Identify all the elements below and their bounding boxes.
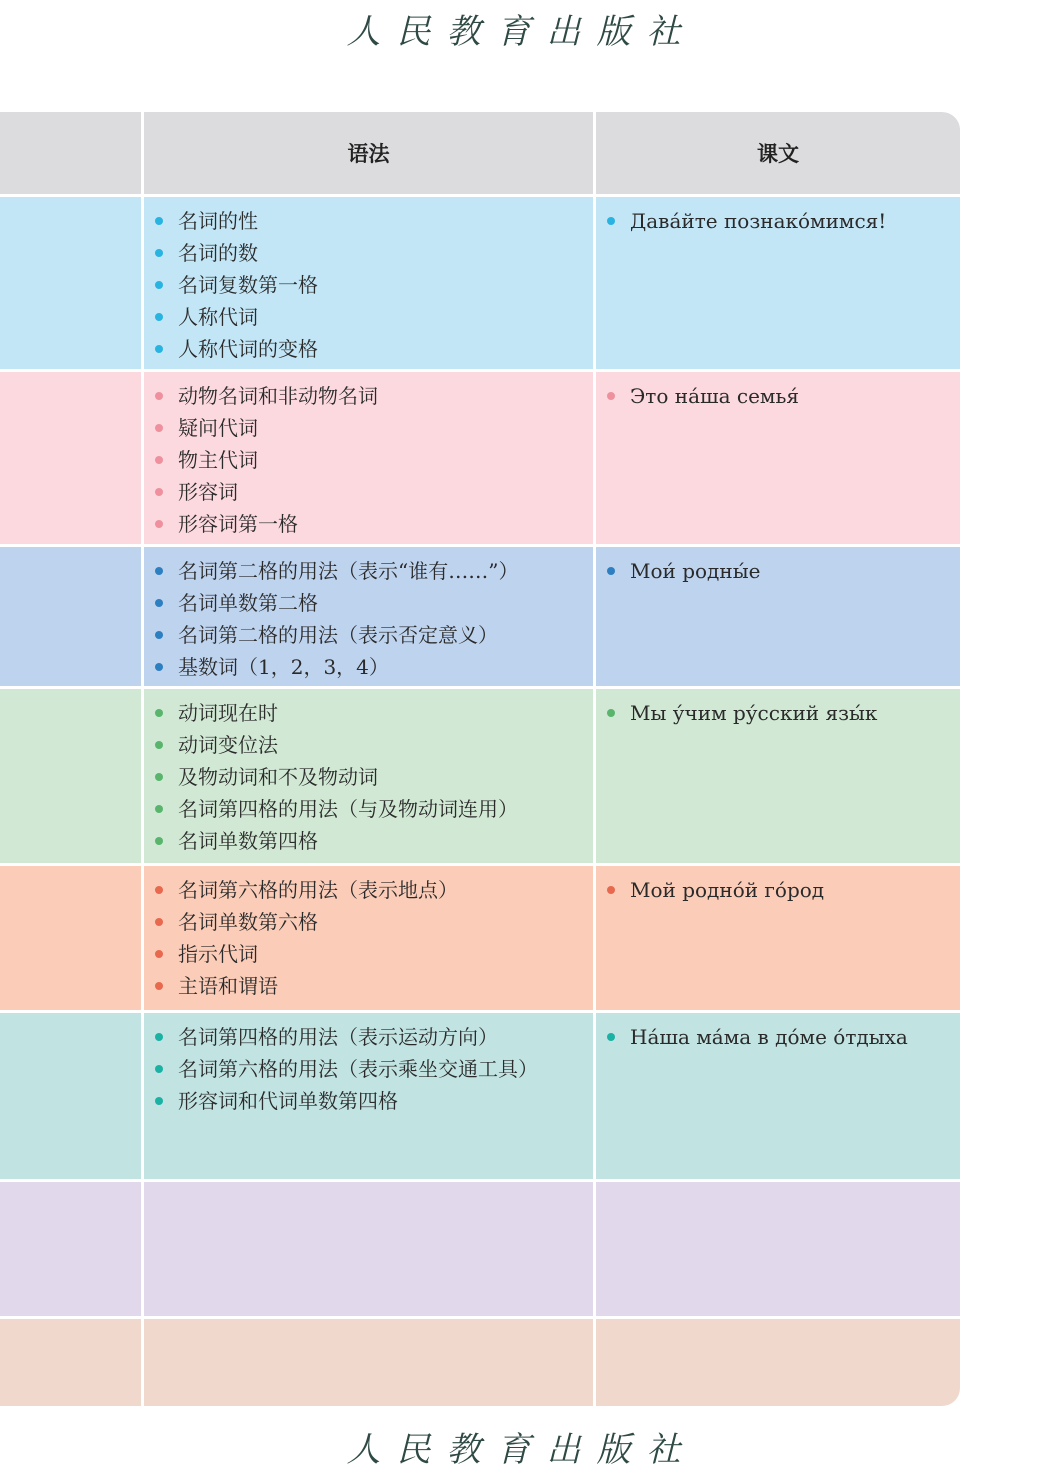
grammar-item-label: 名词第二格的用法（表示“谁有……”） — [178, 559, 519, 583]
text-item-label: На́ша ма́ма в до́ме о́тдыха — [630, 1025, 908, 1049]
bullet-icon — [155, 599, 163, 607]
grammar-item — [154, 587, 518, 619]
grammar-item-label: 动物名词和非动物名词 — [178, 384, 378, 408]
table-header-row — [0, 112, 960, 194]
bullet-icon — [155, 805, 163, 813]
text-cell — [596, 1319, 960, 1406]
header-cell-text — [596, 112, 960, 194]
grammar-item-label: 名词第四格的用法（表示运动方向） — [178, 1025, 498, 1049]
text-list — [606, 1021, 908, 1053]
bullet-icon — [155, 281, 163, 289]
bullet-icon — [155, 520, 163, 528]
bullet-icon — [155, 837, 163, 845]
grammar-item — [154, 697, 518, 729]
text-list — [606, 874, 824, 906]
table-row — [0, 197, 960, 369]
text-cell — [596, 1013, 960, 1179]
grammar-item — [154, 793, 518, 825]
bullet-icon — [155, 567, 163, 575]
table-row — [0, 689, 960, 863]
table-row — [0, 1013, 960, 1179]
grammar-item-label: 名词单数第二格 — [178, 591, 318, 615]
text-list — [606, 697, 877, 729]
unit-cell — [0, 197, 141, 369]
grammar-item-label: 人称代词的变格 — [178, 337, 318, 361]
contents-table — [0, 112, 960, 1406]
grammar-list — [154, 697, 518, 857]
grammar-item — [154, 1021, 538, 1053]
bullet-icon — [607, 886, 615, 894]
table-row — [0, 1182, 960, 1316]
unit-cell — [0, 1319, 141, 1406]
grammar-item — [154, 237, 318, 269]
unit-cell — [0, 372, 141, 544]
text-cell — [596, 866, 960, 1010]
bullet-icon — [155, 950, 163, 958]
text-item-label: Мои́ родны́е — [630, 559, 761, 583]
bullet-icon — [155, 631, 163, 639]
bullet-icon — [155, 456, 163, 464]
grammar-item-label: 名词的数 — [178, 241, 258, 265]
bullet-icon — [607, 392, 615, 400]
unit-cell — [0, 1182, 141, 1316]
bullet-icon — [155, 982, 163, 990]
unit-cell — [0, 866, 141, 1010]
bullet-icon — [155, 345, 163, 353]
grammar-item-label: 基数词（1，2，3，4） — [178, 655, 389, 679]
bullet-icon — [155, 424, 163, 432]
grammar-item — [154, 938, 458, 970]
grammar-cell — [144, 547, 593, 686]
grammar-item — [154, 333, 318, 365]
grammar-item-label: 名词单数第四格 — [178, 829, 318, 853]
grammar-list — [154, 1021, 538, 1117]
text-item — [606, 874, 824, 906]
bullet-icon — [155, 741, 163, 749]
grammar-cell — [144, 689, 593, 863]
grammar-item — [154, 412, 378, 444]
bullet-icon — [607, 1033, 615, 1041]
bullet-icon — [607, 567, 615, 575]
header-text-label: 课文 — [757, 142, 799, 166]
text-list — [606, 380, 799, 412]
grammar-item — [154, 508, 378, 540]
bullet-icon — [155, 1033, 163, 1041]
grammar-item — [154, 380, 378, 412]
grammar-item-label: 动词现在时 — [178, 701, 278, 725]
text-item — [606, 555, 760, 587]
grammar-cell — [144, 1013, 593, 1179]
grammar-item — [154, 761, 518, 793]
grammar-item-label: 名词的性 — [178, 209, 258, 233]
bullet-icon — [155, 217, 163, 225]
publisher-watermark-bottom: 人民教育出版社 — [346, 1430, 697, 1470]
grammar-list — [154, 380, 378, 540]
grammar-cell — [144, 866, 593, 1010]
grammar-item-label: 名词第六格的用法（表示乘坐交通工具） — [178, 1057, 538, 1081]
grammar-item — [154, 619, 518, 651]
grammar-item — [154, 1085, 538, 1117]
grammar-item — [154, 874, 458, 906]
grammar-list — [154, 555, 518, 683]
text-item — [606, 205, 886, 237]
text-list — [606, 205, 886, 237]
grammar-item-label: 及物动词和不及物动词 — [178, 765, 378, 789]
grammar-item-label: 形容词第一格 — [178, 512, 298, 536]
grammar-item — [154, 444, 378, 476]
grammar-item-label: 动词变位法 — [178, 733, 278, 757]
grammar-item — [154, 970, 458, 1002]
grammar-item — [154, 825, 518, 857]
bullet-icon — [155, 709, 163, 717]
grammar-item — [154, 651, 518, 683]
text-item-label: Мой родно́й го́род — [630, 878, 825, 902]
text-cell — [596, 547, 960, 686]
grammar-item — [154, 1053, 538, 1085]
bullet-icon — [155, 313, 163, 321]
grammar-item-label: 物主代词 — [178, 448, 258, 472]
text-list — [606, 555, 760, 587]
grammar-cell — [144, 197, 593, 369]
header-cell-blank — [0, 112, 141, 194]
grammar-list — [154, 874, 458, 1002]
unit-cell — [0, 1013, 141, 1179]
grammar-item — [154, 301, 318, 333]
bullet-icon — [607, 217, 615, 225]
header-cell-grammar — [144, 112, 593, 194]
bullet-icon — [155, 249, 163, 257]
header-grammar-label: 语法 — [347, 142, 390, 166]
bullet-icon — [155, 392, 163, 400]
grammar-item-label: 名词第六格的用法（表示地点） — [178, 878, 458, 902]
unit-cell — [0, 689, 141, 863]
bullet-icon — [155, 773, 163, 781]
text-item-label: Мы у́чим ру́сский язы́к — [630, 701, 878, 725]
grammar-item-label: 形容词和代词单数第四格 — [178, 1089, 398, 1113]
grammar-cell — [144, 1319, 593, 1406]
grammar-item-label: 指示代词 — [178, 942, 258, 966]
table-row — [0, 866, 960, 1010]
grammar-item — [154, 906, 458, 938]
text-cell — [596, 1182, 960, 1316]
bullet-icon — [155, 488, 163, 496]
grammar-item — [154, 729, 518, 761]
grammar-item — [154, 205, 318, 237]
grammar-item — [154, 269, 318, 301]
unit-cell — [0, 547, 141, 686]
bullet-icon — [155, 918, 163, 926]
grammar-item-label: 名词第二格的用法（表示否定意义） — [178, 623, 498, 647]
bullet-icon — [155, 1097, 163, 1105]
grammar-item-label: 形容词 — [178, 480, 238, 504]
grammar-cell — [144, 1182, 593, 1316]
text-item — [606, 1021, 908, 1053]
text-cell — [596, 689, 960, 863]
text-item-label: Дава́йте познако́мимся! — [630, 209, 887, 233]
publisher-watermark-top: 人民教育出版社 — [346, 12, 697, 52]
text-item — [606, 380, 799, 412]
table-row — [0, 547, 960, 686]
grammar-item — [154, 555, 518, 587]
table-row — [0, 1319, 960, 1406]
text-cell — [596, 372, 960, 544]
grammar-cell — [144, 372, 593, 544]
table-row — [0, 372, 960, 544]
text-item — [606, 697, 877, 729]
grammar-item-label: 名词单数第六格 — [178, 910, 318, 934]
grammar-item-label: 名词第四格的用法（与及物动词连用） — [178, 797, 518, 821]
grammar-item-label: 人称代词 — [178, 305, 258, 329]
bullet-icon — [607, 709, 615, 717]
grammar-item — [154, 476, 378, 508]
bullet-icon — [155, 663, 163, 671]
bullet-icon — [155, 1065, 163, 1073]
grammar-item-label: 名词复数第一格 — [178, 273, 318, 297]
bullet-icon — [155, 886, 163, 894]
text-item-label: Это на́ша семья́ — [630, 384, 799, 408]
grammar-item-label: 主语和谓语 — [178, 974, 278, 998]
text-cell — [596, 197, 960, 369]
grammar-item-label: 疑问代词 — [178, 416, 258, 440]
grammar-list — [154, 205, 318, 365]
